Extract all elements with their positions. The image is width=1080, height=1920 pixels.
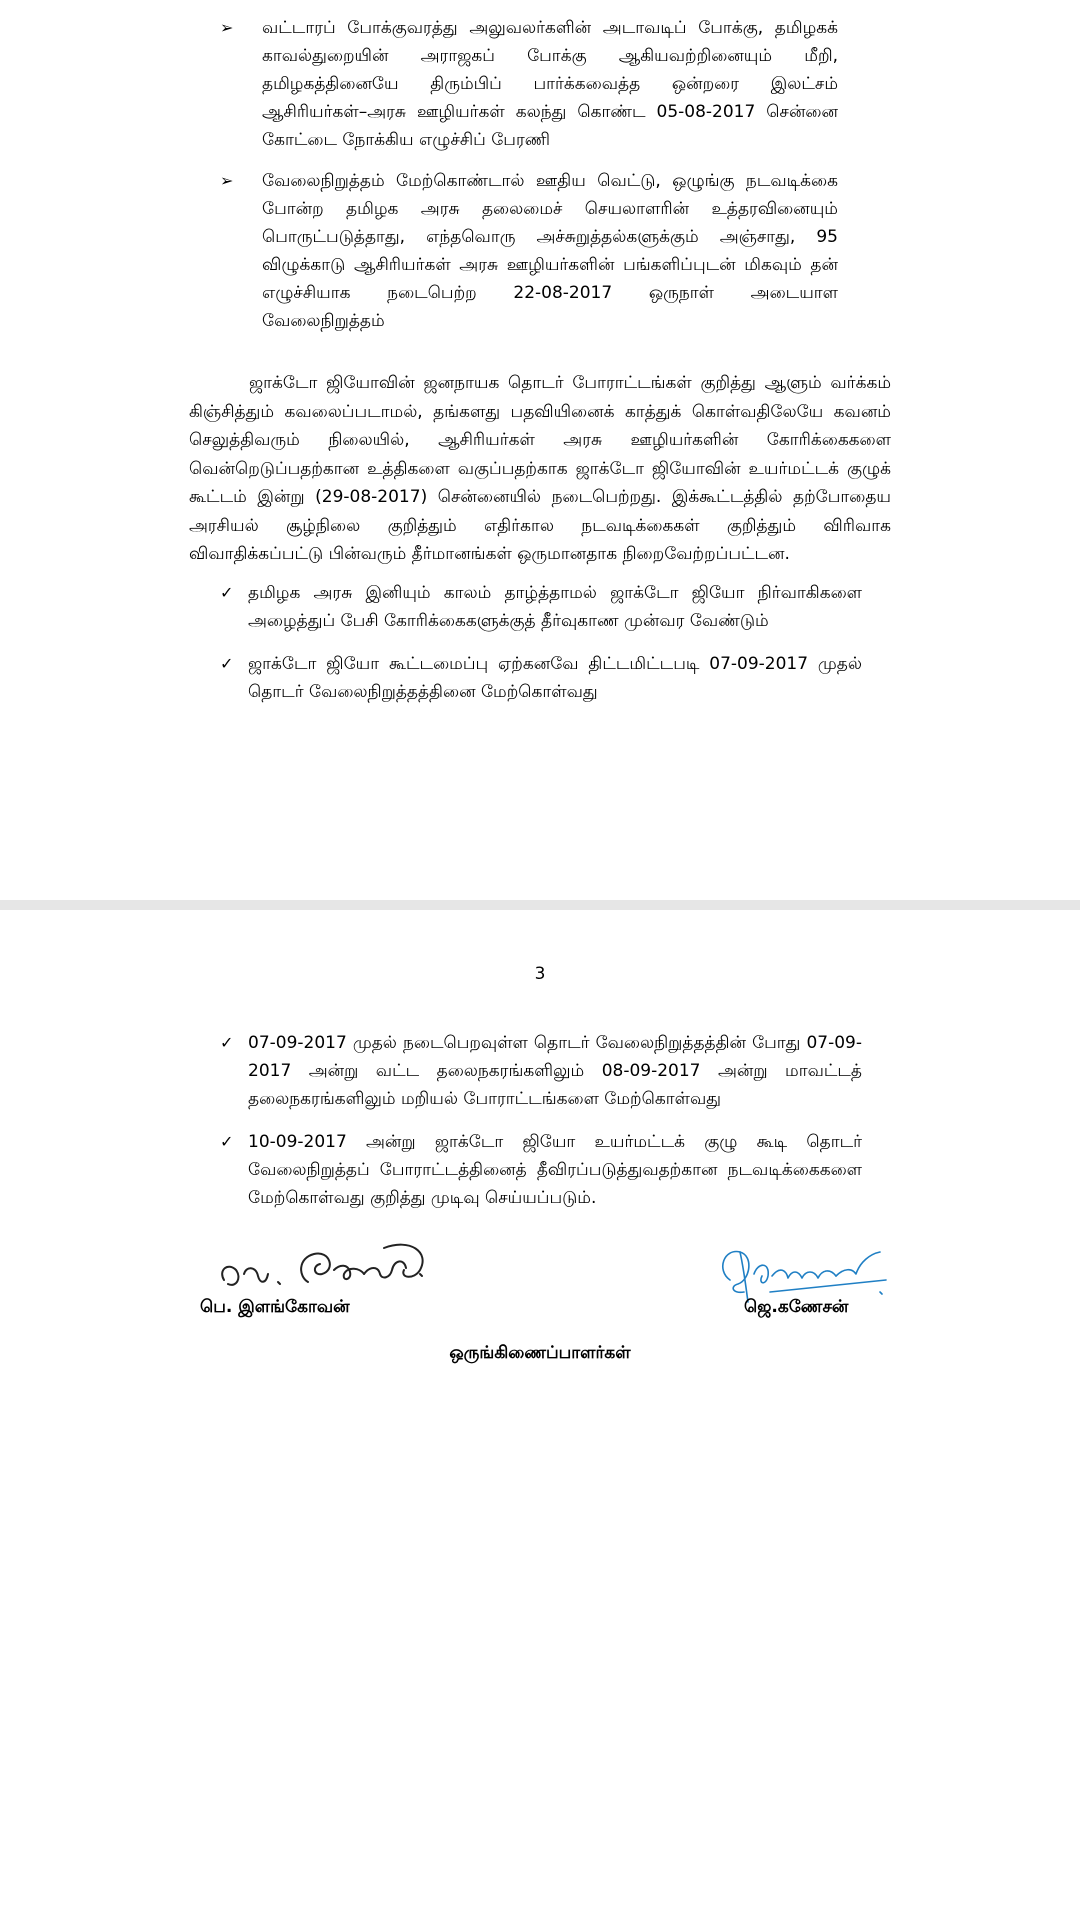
arrow-item-text: வட்டாரப் போக்குவரத்து அலுவலர்களின் அடாவடிப் போக்கு, தமிழகக் காவல்துறையின் அராஜகப் போக்கு ஆகியவற்றினையும் மீறி, தமிழகத்தினையே திரும்பிப் பார்க்கவைத்த ஒன்றரை இலட்சம் ஆசிரியர்கள்–அரசு ஊழியர்கள் கலந்து கொண்ட 05-08-2017 சென்னை கோட்டை நோக்கிய எழுச்சிப் பேரணி	[262, 18, 838, 150]
check-icon: ✓	[220, 654, 234, 673]
arrow-bullet-icon: ➢	[220, 171, 234, 190]
check-icon: ✓	[220, 583, 234, 602]
body-paragraph: ஜாக்டோ ஜியோவின் ஜனநாயக தொடர் போராட்டங்கள் குறித்து ஆளும் வர்க்கம் கிஞ்சித்தும் கவலைப்படாமல், தங்களது பதவியினைக் காத்துக் கொள்வதிலேயே கவனம் செலுத்திவரும் நிலையில், ஆசிரியர்கள் அரசு ஊழியர்களின் கோரிக்கைகளை வென்றெடுப்பதற்கான உத்திகளை வகுப்பதற்காக ஜாக்டோ ஜியோவின் உயர்மட்டக் குழுக் கூட்டம் இன்று (29-08-2017) சென்னையில் நடைபெற்றது. இக்கூட்டத்தில் தற்போதைய அரசியல் சூழ்நிலை குறித்தும் எதிர்கால நடவடிக்கைகள் குறித்தும் விரிவாக விவாதிக்கப்பட்டு பின்வரும் தீர்மானங்கள் ஒருமானதாக நிறைவேற்றப்பட்டன.	[189, 373, 891, 564]
arrow-list-item	[220, 14, 838, 154]
resolution-text: ஜாக்டோ ஜியோ கூட்டமைப்பு ஏற்கனவே திட்டமிட்டபடி 07-09-2017 முதல் தொடர் வேலைநிறுத்தத்தினை மேற்கொள்வது	[248, 654, 862, 702]
resolution-item	[220, 1029, 862, 1113]
resolution-item	[220, 579, 862, 635]
signatory-name-right: ஜெ.கணேசன்	[744, 1297, 849, 1317]
document-page-3	[0, 910, 1080, 1920]
resolution-text: 10-09-2017 அன்று ஜாக்டோ ஜியோ உயர்மட்டக் குழு கூடி தொடர் வேலைநிறுத்தப் போராட்டத்தினைத் தீவிரப்படுத்துவதற்கான நடவடிக்கைகளை மேற்கொள்வது குறித்து முடிவு செய்யப்படும்.	[248, 1132, 862, 1208]
check-icon: ✓	[220, 1132, 234, 1151]
arrow-bullet-list	[220, 14, 838, 348]
resolution-text: 07-09-2017 முதல் நடைபெறவுள்ள தொடர் வேலைநிறுத்தத்தின் போது 07-09-2017 அன்று வட்ட தலைநகரங்களிலும் 08-09-2017 அன்று மாவட்டத் தலைநகரங்களிலும் மறியல் போராட்டங்களை மேற்கொள்வது	[248, 1033, 862, 1109]
page-separator	[0, 900, 1080, 910]
resolution-text: தமிழக அரசு இனியும் காலம் தாழ்த்தாமல் ஜாக்டோ ஜியோ நிர்வாகிகளை அழைத்துப் பேசி கோரிக்கைகளுக்குத் தீர்வுகாண முன்வர வேண்டும்	[248, 583, 862, 631]
resolution-list	[220, 579, 862, 721]
coordinators-caption: ஒருங்கிணைப்பாளர்கள்	[449, 1343, 631, 1363]
resolution-item	[220, 1128, 862, 1212]
check-icon: ✓	[220, 1033, 234, 1052]
resolution-item	[220, 650, 862, 706]
resolution-list	[220, 1029, 862, 1227]
arrow-item-text: வேலைநிறுத்தம் மேற்கொண்டால் ஊதிய வெட்டு, ஒழுங்கு நடவடிக்கை போன்ற தமிழக அரசு தலைமைச் செயலாளரின் உத்தரவினையும் பொருட்படுத்தாது, எந்தவொரு அச்சுறுத்தல்களுக்கும் அஞ்சாது, 95 விழுக்காடு ஆசிரியர்கள் அரசு ஊழியர்களின் பங்களிப்புடன் மிகவும் தன் எழுச்சியாக நடைபெற்ற 22-08-2017 ஒருநாள் அடையாள வேலைநிறுத்தம்	[262, 171, 838, 331]
arrow-bullet-icon: ➢	[220, 18, 234, 37]
arrow-list-item	[220, 167, 838, 335]
page-number: 3	[534, 964, 546, 984]
document-page-2	[0, 0, 1080, 900]
signatory-name-left: பெ. இளங்கோவன்	[200, 1297, 350, 1317]
